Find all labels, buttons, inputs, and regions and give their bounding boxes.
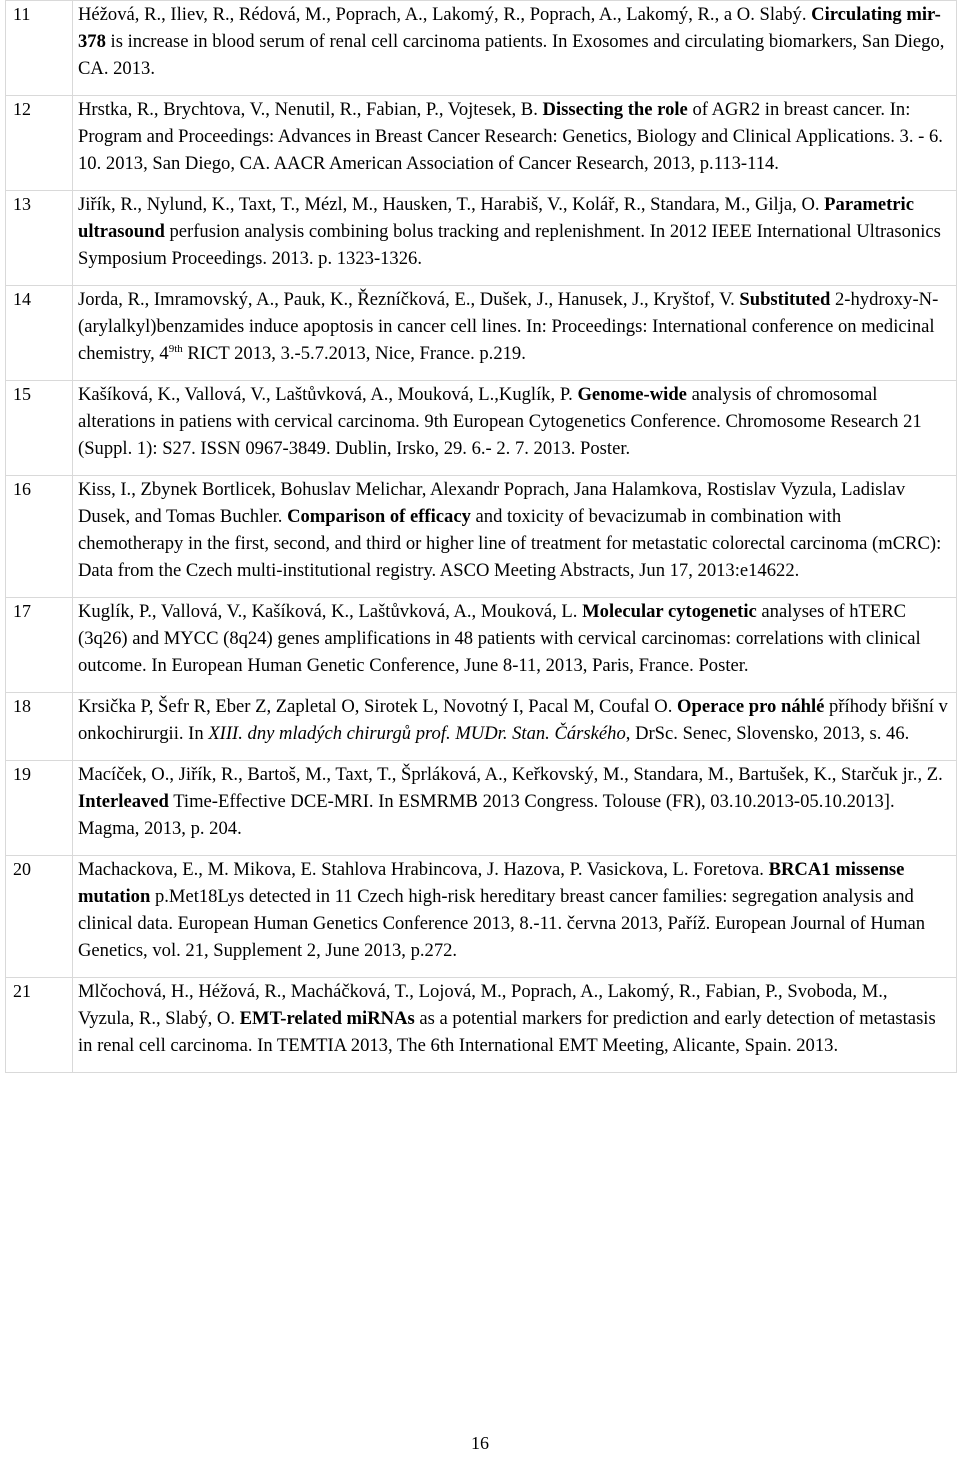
reference-row bbox=[6, 96, 957, 191]
reference-row bbox=[6, 978, 957, 1073]
reference-row bbox=[6, 761, 957, 856]
reference-details: is increase in blood serum of renal cell carcinoma patients. In Exosomes and circulating biomarkers, San Diego, CA. 2013. bbox=[78, 31, 945, 79]
reference-details: Time-Effective DCE-MRI. In ESMRMB 2013 Congress. Tolouse (FR), 03.10.2013-05.10.2013]. Magma, 2013, p. 204. bbox=[78, 791, 895, 839]
reference-row bbox=[6, 598, 957, 693]
reference-row bbox=[6, 476, 957, 598]
reference-number: 16 bbox=[6, 476, 73, 598]
reference-title-highlight: Operace pro náhlé bbox=[677, 696, 825, 717]
reference-number: 13 bbox=[6, 191, 73, 286]
reference-authors: Mlčochová, H., Héžová, R., Macháčková, T., Lojová, M., Poprach, A., Lakomý, R., Fabian, P., Svoboda, M., Vyzula, R., Slabý, O. bbox=[78, 981, 888, 1029]
reference-text bbox=[73, 693, 957, 761]
reference-authors: Kuglík, P., Vallová, V., Kašíková, K., Laštůvková, A., Mouková, L. bbox=[78, 601, 583, 622]
reference-details: as a potential markers for prediction and early detection of metastasis in renal cell carcinoma. In TEMTIA 2013, The 6th International EMT Meeting, Alicante, Spain. 2013. bbox=[78, 1008, 936, 1056]
reference-text bbox=[73, 761, 957, 856]
reference-title-highlight: Molecular cytogenetic bbox=[582, 601, 757, 622]
reference-title-highlight: Parametric ultrasound bbox=[78, 194, 914, 242]
reference-text bbox=[73, 978, 957, 1073]
page-number: 16 bbox=[471, 1433, 489, 1453]
reference-row bbox=[6, 191, 957, 286]
reference-title-highlight: Circulating mir-378 bbox=[78, 4, 941, 52]
reference-row bbox=[6, 381, 957, 476]
reference-number: 21 bbox=[6, 978, 73, 1073]
reference-number: 15 bbox=[6, 381, 73, 476]
reference-details-continued: , DrSc. Senec, Slovensko, 2013, s. 46. bbox=[625, 723, 910, 744]
reference-authors: Kiss, I., Zbynek Bortlicek, Bohuslav Melichar, Alexandr Poprach, Jana Halamkova, Rostislav Vyzula, Ladislav Dusek, and Tomas Buchler. bbox=[78, 479, 906, 527]
reference-details: p.Met18Lys detected in 11 Czech high-risk hereditary breast cancer families: segregation analysis and clinical data. European Human Genetics Conference 2013, 8.-11. června 2013, Paříž. European Journal of Human Genetics, vol. 21, Supplement 2, June 2013, p.272. bbox=[78, 886, 926, 961]
reference-title-highlight: Comparison of efficacy bbox=[287, 506, 471, 527]
reference-details: perfusion analysis combining bolus tracking and replenishment. In 2012 IEEE International Ultrasonics Symposium Proceedings. 2013. p. 1323-1326. bbox=[78, 221, 941, 269]
reference-text bbox=[73, 286, 957, 381]
reference-text bbox=[73, 856, 957, 978]
reference-superscript: 9th bbox=[168, 342, 183, 355]
reference-details: analysis of chromosomal alterations in patiens with cervical carcinoma. 9th European Cytogenetics Conference. Chromosome Research 21 (Suppl. 1): S27. ISSN 0967-3849. Dublin, Irsko, 29. 6.- 2. 7. 2013. Poster. bbox=[78, 384, 922, 459]
reference-row bbox=[6, 856, 957, 978]
reference-authors: Héžová, R., Iliev, R., Rédová, M., Poprach, A., Lakomý, R., Poprach, A., Lakomý, R., a O. Slabý. bbox=[78, 4, 812, 25]
reference-title-highlight: Genome-wide bbox=[577, 384, 687, 405]
reference-details: 2-hydroxy-N-(arylalkyl)benzamides induce apoptosis in cancer cell lines. In: Proceedings: International conference on medicinal chemistry, 4 bbox=[78, 289, 939, 364]
reference-authors: Machackova, E., M. Mikova, E. Stahlova Hrabincova, J. Hazova, P. Vasickova, L. Foretova. bbox=[78, 859, 769, 880]
reference-text bbox=[73, 1, 957, 96]
reference-number: 19 bbox=[6, 761, 73, 856]
reference-details: of AGR2 in breast cancer. In: Program and Proceedings: Advances in Breast Cancer Research: Genetics, Biology and Clinical Applications. 3. - 6. 10. 2013, San Diego, CA. AACR American Association of Cancer Research, 2013, p.113-114. bbox=[78, 99, 943, 174]
reference-number: 18 bbox=[6, 693, 73, 761]
reference-authors: Jiřík, R., Nylund, K., Taxt, T., Mézl, M., Hausken, T., Harabiš, V., Kolář, R., Standara, M., Gilja, O. bbox=[78, 194, 825, 215]
reference-row bbox=[6, 1, 957, 96]
reference-text bbox=[73, 96, 957, 191]
reference-text bbox=[73, 381, 957, 476]
reference-authors: Jorda, R., Imramovský, A., Pauk, K., Řezníčková, E., Dušek, J., Hanusek, J., Kryštof, V. bbox=[78, 289, 740, 310]
reference-number: 14 bbox=[6, 286, 73, 381]
reference-text bbox=[73, 476, 957, 598]
reference-details: příhody břišní v onkochirurgii. In bbox=[78, 696, 948, 744]
reference-authors: Krsička P, Šefr R, Eber Z, Zapletal O, Sirotek L, Novotný I, Pacal M, Coufal O. bbox=[78, 696, 678, 717]
reference-italic-source: XIII. dny mladých chirurgů prof. MUDr. Stan. Čárského bbox=[208, 723, 626, 744]
reference-title-highlight: EMT-related miRNAs bbox=[239, 1008, 415, 1029]
reference-number: 20 bbox=[6, 856, 73, 978]
reference-authors: Macíček, O., Jiřík, R., Bartoš, M., Taxt, T., Šprláková, A., Keřkovský, M., Standara, M., Bartušek, K., Starčuk jr., Z. bbox=[78, 764, 943, 785]
reference-authors: Hrstka, R., Brychtova, V., Nenutil, R., Fabian, P., Vojtesek, B. bbox=[78, 99, 543, 120]
reference-title-highlight: Interleaved bbox=[78, 791, 169, 812]
reference-details: analyses of hTERC (3q26) and MYCC (8q24) genes amplifications in 48 patients with cervical carcinomas: correlations with clinical outcome. In European Human Genetic Conference, June 8-11, 2013, Paris, France. Poster. bbox=[78, 601, 921, 676]
reference-details-continued: RICT 2013, 3.-5.7.2013, Nice, France. p.219. bbox=[182, 343, 526, 364]
reference-title-highlight: BRCA1 missense mutation bbox=[78, 859, 905, 907]
reference-table bbox=[5, 0, 957, 1073]
reference-title-highlight: Substituted bbox=[739, 289, 831, 310]
reference-details: and toxicity of bevacizumab in combination with chemotherapy in the first, second, and third or higher line of treatment for metastatic colorectal carcinoma (mCRC): Data from the Czech multi-institutional registry. ASCO Meeting Abstracts, Jun 17, 2013:e14622. bbox=[78, 506, 942, 581]
reference-number: 17 bbox=[6, 598, 73, 693]
reference-row bbox=[6, 693, 957, 761]
reference-number: 12 bbox=[6, 96, 73, 191]
reference-text bbox=[73, 598, 957, 693]
reference-number: 11 bbox=[6, 1, 73, 96]
reference-title-highlight: Dissecting the role bbox=[542, 99, 688, 120]
reference-authors: Kašíková, K., Vallová, V., Laštůvková, A., Mouková, L.,Kuglík, P. bbox=[78, 384, 578, 405]
reference-row bbox=[6, 286, 957, 381]
reference-text bbox=[73, 191, 957, 286]
